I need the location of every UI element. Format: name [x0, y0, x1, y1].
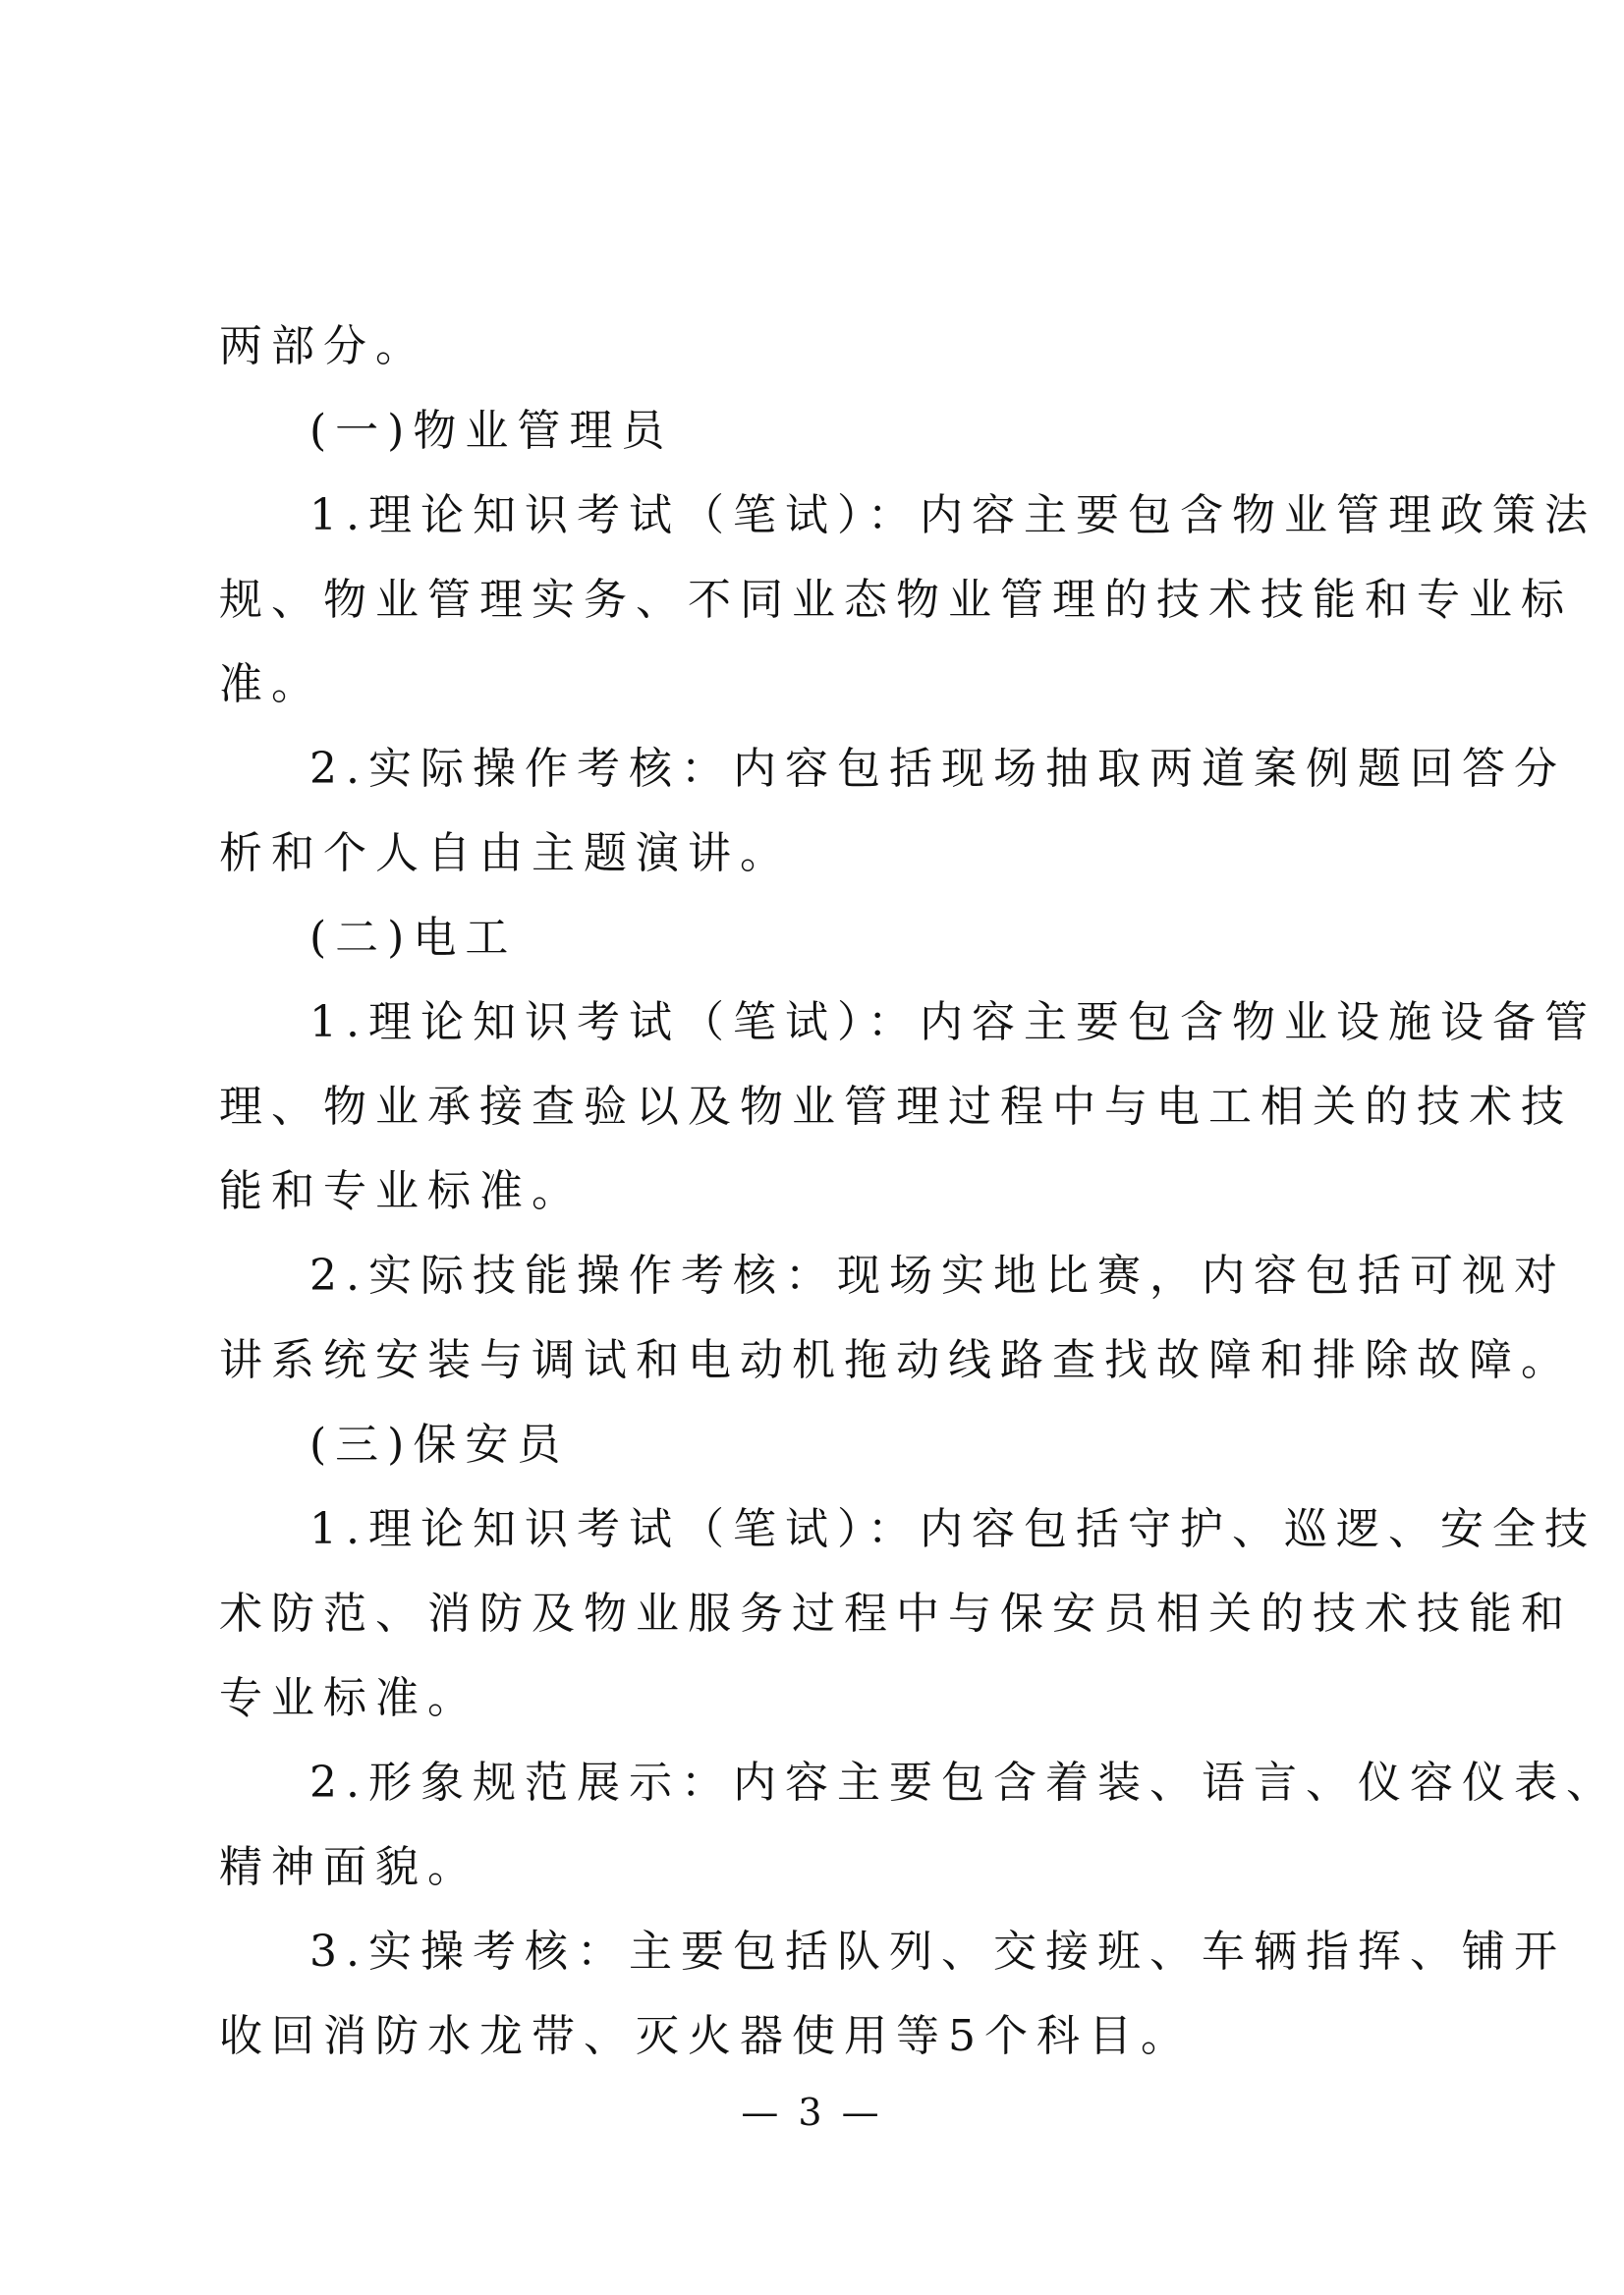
text-line: 能和专业标准。: [219, 1166, 584, 1216]
text-line: 讲系统安装与调试和电动机拖动线路查找故障和排除故障。: [219, 1335, 1573, 1385]
text-line: 专业标准。: [219, 1673, 479, 1723]
text-line: 3.实操考核：主要包括队列、交接班、车辆指挥、铺开: [309, 1927, 1566, 1977]
text-line: 精神面貌。: [219, 1842, 479, 1892]
text-line: 两部分。: [219, 321, 427, 371]
text-line: 1.理论知识考试（笔试）：内容包括守护、巡逻、安全技: [309, 1504, 1596, 1554]
section-heading: (一)物业管理员: [309, 406, 674, 456]
text-line: 准。: [219, 659, 323, 709]
text-line: 理、物业承接查验以及物业管理过程中与电工相关的技术技: [219, 1082, 1573, 1132]
page-number: — 3 —: [741, 2091, 883, 2134]
section-heading: (三)保安员: [309, 1420, 570, 1470]
text-line: 收回消防水龙带、灭火器使用等5个科目。: [219, 2011, 1193, 2061]
text-line: 析和个人自由主题演讲。: [219, 828, 792, 878]
text-line: 2.形象规范展示：内容主要包含着装、语言、仪容仪表、: [309, 1758, 1618, 1808]
section-heading: (二)电工: [309, 913, 518, 963]
text-line: 规、物业管理实务、不同业态物业管理的技术技能和专业标: [219, 575, 1573, 625]
text-line: 1.理论知识考试（笔试）：内容主要包含物业管理政策法: [309, 490, 1596, 540]
text-line: 1.理论知识考试（笔试）：内容主要包含物业设施设备管: [309, 997, 1596, 1047]
text-line: 2.实际操作考核：内容包括现场抽取两道案例题回答分: [309, 744, 1566, 794]
document-body: [219, 305, 1618, 2079]
text-line: 2.实际技能操作考核：现场实地比赛，内容包括可视对: [309, 1251, 1566, 1301]
text-line: 术防范、消防及物业服务过程中与保安员相关的技术技能和: [219, 1589, 1573, 1639]
